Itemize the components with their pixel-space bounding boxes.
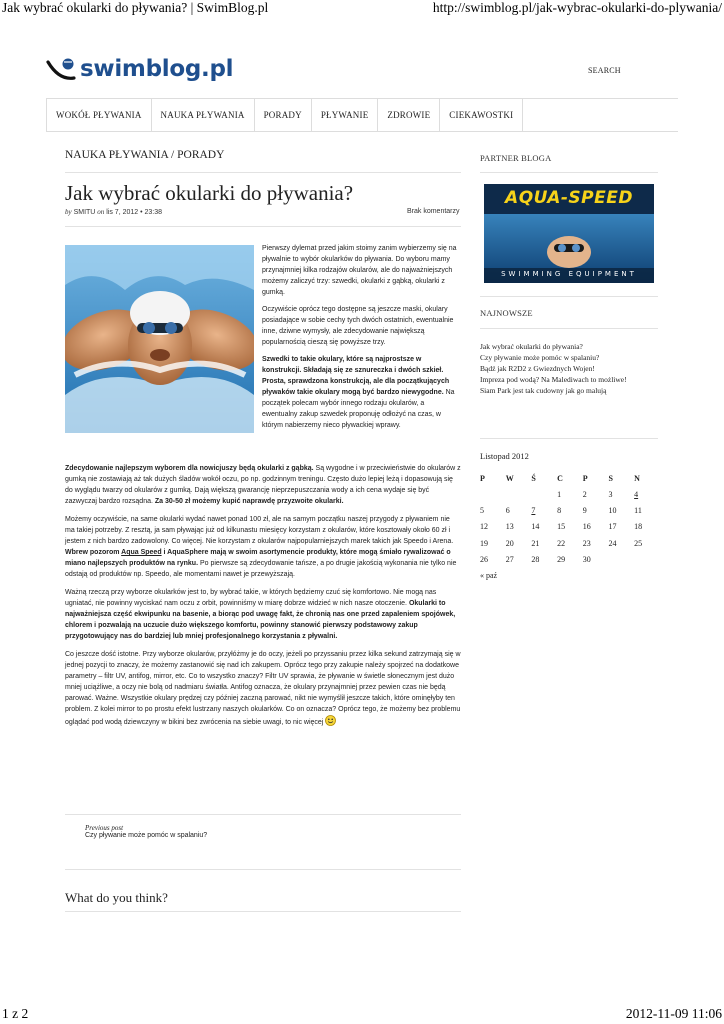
bold-text: Wbrew pozorom [65, 549, 122, 556]
calendar-day: 8 [557, 506, 562, 516]
previous-post[interactable] [85, 824, 207, 839]
calendar-day: 12 [480, 522, 488, 532]
print-page-url: http://swimblog.pl/jak-wybrac-okularki-do-plywania/ [432, 0, 722, 15]
text: Na początek polecam wybór innego rodzaju okularów, a ewentualny zakup szwedek proponuję odłożyć na czas, w którym nabierzemy nieco pływackiej wprawy. [262, 389, 455, 429]
aqua-speed-link[interactable]: Aqua Speed [121, 549, 162, 556]
nav-item-zdrowie[interactable]: ZDROWIE [378, 99, 440, 131]
print-datetime: 2012-11-09 11:06 [625, 1006, 722, 1021]
text: Co jeszcze dość istotne. Przy wyborze okularów, przyłóżmy je do oczy, jeżeli po przyssaniu przez kilka sekund zatrzymają się w jednej pozycji to znaczy, że możemy zastanowić się nad ich zakupem. Oprócz tego przy zakupie należy spojrzeć na dodatkowe parametry – filtr UV, antifog, mirror, etc. Co to wszystko znaczy? Filtr UV sprawia, że pływanie w świetle słonecznym jest dużo mniej uciążliwe, a oczy nie bolą od nadmiaru światła. Antifog oznacza, że okulary przynajmniej przez pewien czas nie będą parować. Ważne. Wszystkie okulary prędzej czy później zaczną parować, nikt nie wymyślił jeszcze takich, które ominęłyby ten problem. Z kolei mirror to po prostu efekt lustrzany naszych okularków. Co on oznacza? Oprócz tego, że możemy bez problemu oglądać pod wodą dziewczyny w bikini bez zwrócenia na siebie uwagi, to nic więcej [65, 651, 461, 726]
divider [65, 814, 461, 815]
calendar-empty-cell [480, 486, 506, 502]
swimmer-photo [65, 245, 254, 433]
calendar-day: 16 [582, 522, 591, 532]
post-author[interactable]: SMITU [73, 209, 96, 216]
weekday: W [505, 473, 514, 483]
post-date: lis 7, 2012 • 23:38 [106, 209, 163, 216]
divider [480, 328, 658, 329]
calendar-week [480, 486, 660, 502]
comments-link[interactable]: Brak komentarzy [407, 208, 460, 215]
site-logo[interactable] [46, 56, 233, 82]
post-category[interactable]: NAUKA PŁYWANIA / PORADY [65, 149, 225, 161]
weekday: N [634, 473, 640, 483]
calendar-day: 17 [608, 522, 617, 532]
calendar-day: 26 [480, 555, 488, 565]
calendar-weekdays [480, 470, 660, 486]
nav-item-plywanie[interactable]: PŁYWANIE [312, 99, 379, 131]
calendar-day: 27 [505, 555, 514, 565]
smiley-icon [325, 715, 336, 726]
calendar-day: 19 [480, 538, 488, 548]
divider [65, 911, 461, 912]
recent-post-link[interactable]: Impreza pod wodą? Na Malediwach to możliwe! [480, 375, 627, 384]
recent-post-link[interactable]: Czy pływanie może pomóc w spalaniu? [480, 353, 600, 362]
previous-post-title[interactable]: Czy pływanie może pomóc w spalaniu? [85, 832, 208, 839]
calendar-day: 11 [634, 506, 642, 516]
recent-posts-list [480, 341, 627, 396]
text: Ważną rzeczą przy wyborze okularków jest to, by wybrać takie, w których będziemy czuć się komfortowo. Nie mogą nas ugniatać, nie powinny wyciskać nam oczu z orbit, powinniśmy w miarę dobrze widzieć w nich nasze otoczenie. [65, 589, 437, 607]
recent-post-link[interactable]: Bądź jak R2D2 z Gwiezdnych Wojen! [480, 364, 595, 373]
divider [65, 172, 461, 173]
calendar-day[interactable]: 4 [634, 489, 639, 499]
calendar-day: 18 [634, 522, 643, 532]
meta-on: on [97, 208, 105, 216]
calendar-day: 14 [531, 522, 540, 532]
divider [65, 869, 461, 870]
calendar-day: 9 [582, 506, 587, 516]
banner-brand: AQUA-SPEED [505, 188, 633, 208]
calendar [480, 470, 660, 568]
search-link[interactable]: SEARCH [588, 66, 621, 75]
paragraph [65, 463, 461, 507]
paragraph: Oczywiście oprócz tego dostępne są jeszcze maski, okulary posiadające w sobie cechy tych dwóch ostatnich, ewentualnie inne, dziwne wymysły, ale zdecydowanie największą popularnością cieszą się powyższe trzy. [262, 306, 454, 346]
recent-post-link[interactable]: Siam Park jest tak cudowny jak go malują [480, 386, 607, 395]
text: Możemy oczywiście, na same okularki wydać nawet ponad 100 zł, ale na samym początku naszej przygody z pływaniem nie ma takiej potrzeby. Z resztą, ja sam pływając już od kilkunastu miesięcy korzystam z okularów, które kosztowały około 60 zł i jestem z nich bardzo zadowolony. Co więcej. Nie korzystam z okularów najpopularniejszych marek takich jak Speedo i Arena. [65, 516, 454, 545]
calendar-day: 1 [557, 489, 562, 499]
calendar-day: 20 [505, 538, 514, 548]
calendar-day: 22 [557, 538, 566, 548]
calendar-week [480, 552, 660, 568]
calendar-day[interactable]: 7 [531, 506, 536, 516]
weekday: P [582, 473, 588, 483]
calendar-empty-cell [531, 486, 557, 502]
bold-text: i AquaSphere mają w swoim asortymencie produkty, które mogą śmiało rywalizować o miano najlepszych produktów na rynku. [65, 549, 451, 567]
paragraph [65, 587, 461, 642]
calendar-day: 25 [634, 538, 643, 548]
main-nav [46, 98, 678, 132]
swimmer-logo-icon [46, 56, 76, 82]
post-title: Jak wybrać okularki do pływania? [65, 181, 354, 205]
calendar-day: 15 [557, 522, 566, 532]
calendar-prev-month[interactable]: « paź [480, 571, 498, 580]
calendar-empty-cell [506, 486, 532, 502]
text: Są wygodne i w przeciwieństwie do okularów z gumką nie zostawiają aż tak dużych śladów wokół oczu, po np. godzinnym treningu. Często dużo lepiej leżą i dopasowują się do wyglądu twarzy od okularów z gumką. Dają większą gwarancję nieprzepuszczania wody a ich cena wydaje się być zazwyczaj bardzo rozsądna. [65, 465, 461, 505]
recent-post-link[interactable]: Jak wybrać okularki do pływania? [480, 342, 583, 351]
weekday: Ś [531, 473, 536, 483]
weekday: P [480, 473, 485, 483]
post-body [65, 463, 461, 735]
paragraph [65, 649, 461, 728]
divider [480, 296, 658, 297]
divider [480, 438, 658, 439]
bold-text: Okularki to najważniejsza część ekwipunku na basenie, a biorąc pod uwagę fakt, że chronią nas one przed zapaleniem spojówek, chlorem i pozwalają na uczucie dużo większego komfortu, powinny stanowić pierwszy podstawowy zakup przygotowujący nas do bardziej lub mniej profesjonalnego korzystania z pływalni. [65, 600, 456, 640]
weekday: C [557, 473, 563, 483]
calendar-empty-cell [634, 552, 660, 568]
calendar-day: 3 [608, 489, 613, 499]
divider [65, 226, 461, 227]
post-meta [65, 208, 162, 216]
recent-heading: NAJNOWSZE [480, 308, 533, 318]
bold-text: Szwedki to takie okulary, które są najprostsze w konstrukcji. Składają się ze sznureczka i dwóch szkieł. Prosta, sprawdzona konstrukcją, ale dla początkujących pływaków takie okulary mogą być bardzo niewygodne. [262, 356, 450, 396]
calendar-week [480, 519, 660, 535]
meta-by: by [65, 208, 72, 216]
divider [480, 172, 658, 173]
print-page-title: Jak wybrać okularki do pływania? | SwimBlog.pl [2, 0, 269, 15]
banner-tagline: SWIMMING EQUIPMENT [501, 270, 637, 278]
calendar-day: 6 [505, 506, 510, 516]
partner-banner[interactable] [484, 184, 654, 283]
calendar-day: 5 [480, 506, 484, 516]
calendar-day: 23 [582, 538, 591, 548]
paragraph: Pierwszy dylemat przed jakim stoimy zanim wybierzemy się na pływalnie to wybór okularków do pływania. Do wyboru mamy przynajmniej kilka rodzajów okularów, ale do najważniejszych możemy zaliczyć trzy: szwedki, okularki z gąbką, okularki z gumką. [262, 245, 457, 296]
calendar-week [480, 502, 660, 518]
calendar-week [480, 535, 660, 551]
bold-text: Zdecydowanie najlepszym wyborem dla nowicjuszy będą okularki z gąbką. [65, 465, 314, 472]
calendar-day: 29 [557, 555, 566, 565]
calendar-day: 28 [531, 555, 540, 565]
paragraph [65, 514, 461, 580]
calendar-day: 30 [582, 555, 591, 565]
print-page-number: 1 z 2 [2, 1006, 29, 1021]
nav-item-wokol-plywania[interactable]: WOKÓŁ PŁYWANIA [46, 99, 152, 131]
post-intro [262, 243, 460, 437]
bold-text: Za 30-50 zł możemy kupić naprawdę przyzwoite okularki. [152, 498, 344, 505]
partner-heading: PARTNER BLOGA [480, 153, 552, 163]
paragraph [262, 354, 460, 431]
site-logo-text: swimblog.pl [80, 56, 234, 82]
calendar-day: 21 [531, 538, 540, 548]
calendar-empty-cell [608, 552, 634, 568]
calendar-day: 13 [505, 522, 514, 532]
calendar-day: 10 [608, 506, 617, 516]
calendar-day: 24 [608, 538, 617, 548]
previous-post-label: Previous post [85, 824, 124, 832]
weekday: S [608, 473, 613, 483]
comments-heading: What do you think? [65, 890, 168, 905]
nav-item-nauka-plywania[interactable]: NAUKA PŁYWANIA [152, 99, 255, 131]
nav-item-porady[interactable]: PORADY [255, 99, 312, 131]
calendar-title: Listopad 2012 [480, 451, 529, 461]
calendar-day: 2 [582, 489, 587, 499]
nav-item-ciekawostki[interactable]: CIEKAWOSTKI [440, 99, 523, 131]
text: Po pierwsze są zdecydowanie tańsze, a po drugie jakością wykonania nie tylko nie odstają od produktów np. Speedo, ale momentami nawet je przewyższają. [65, 560, 457, 578]
